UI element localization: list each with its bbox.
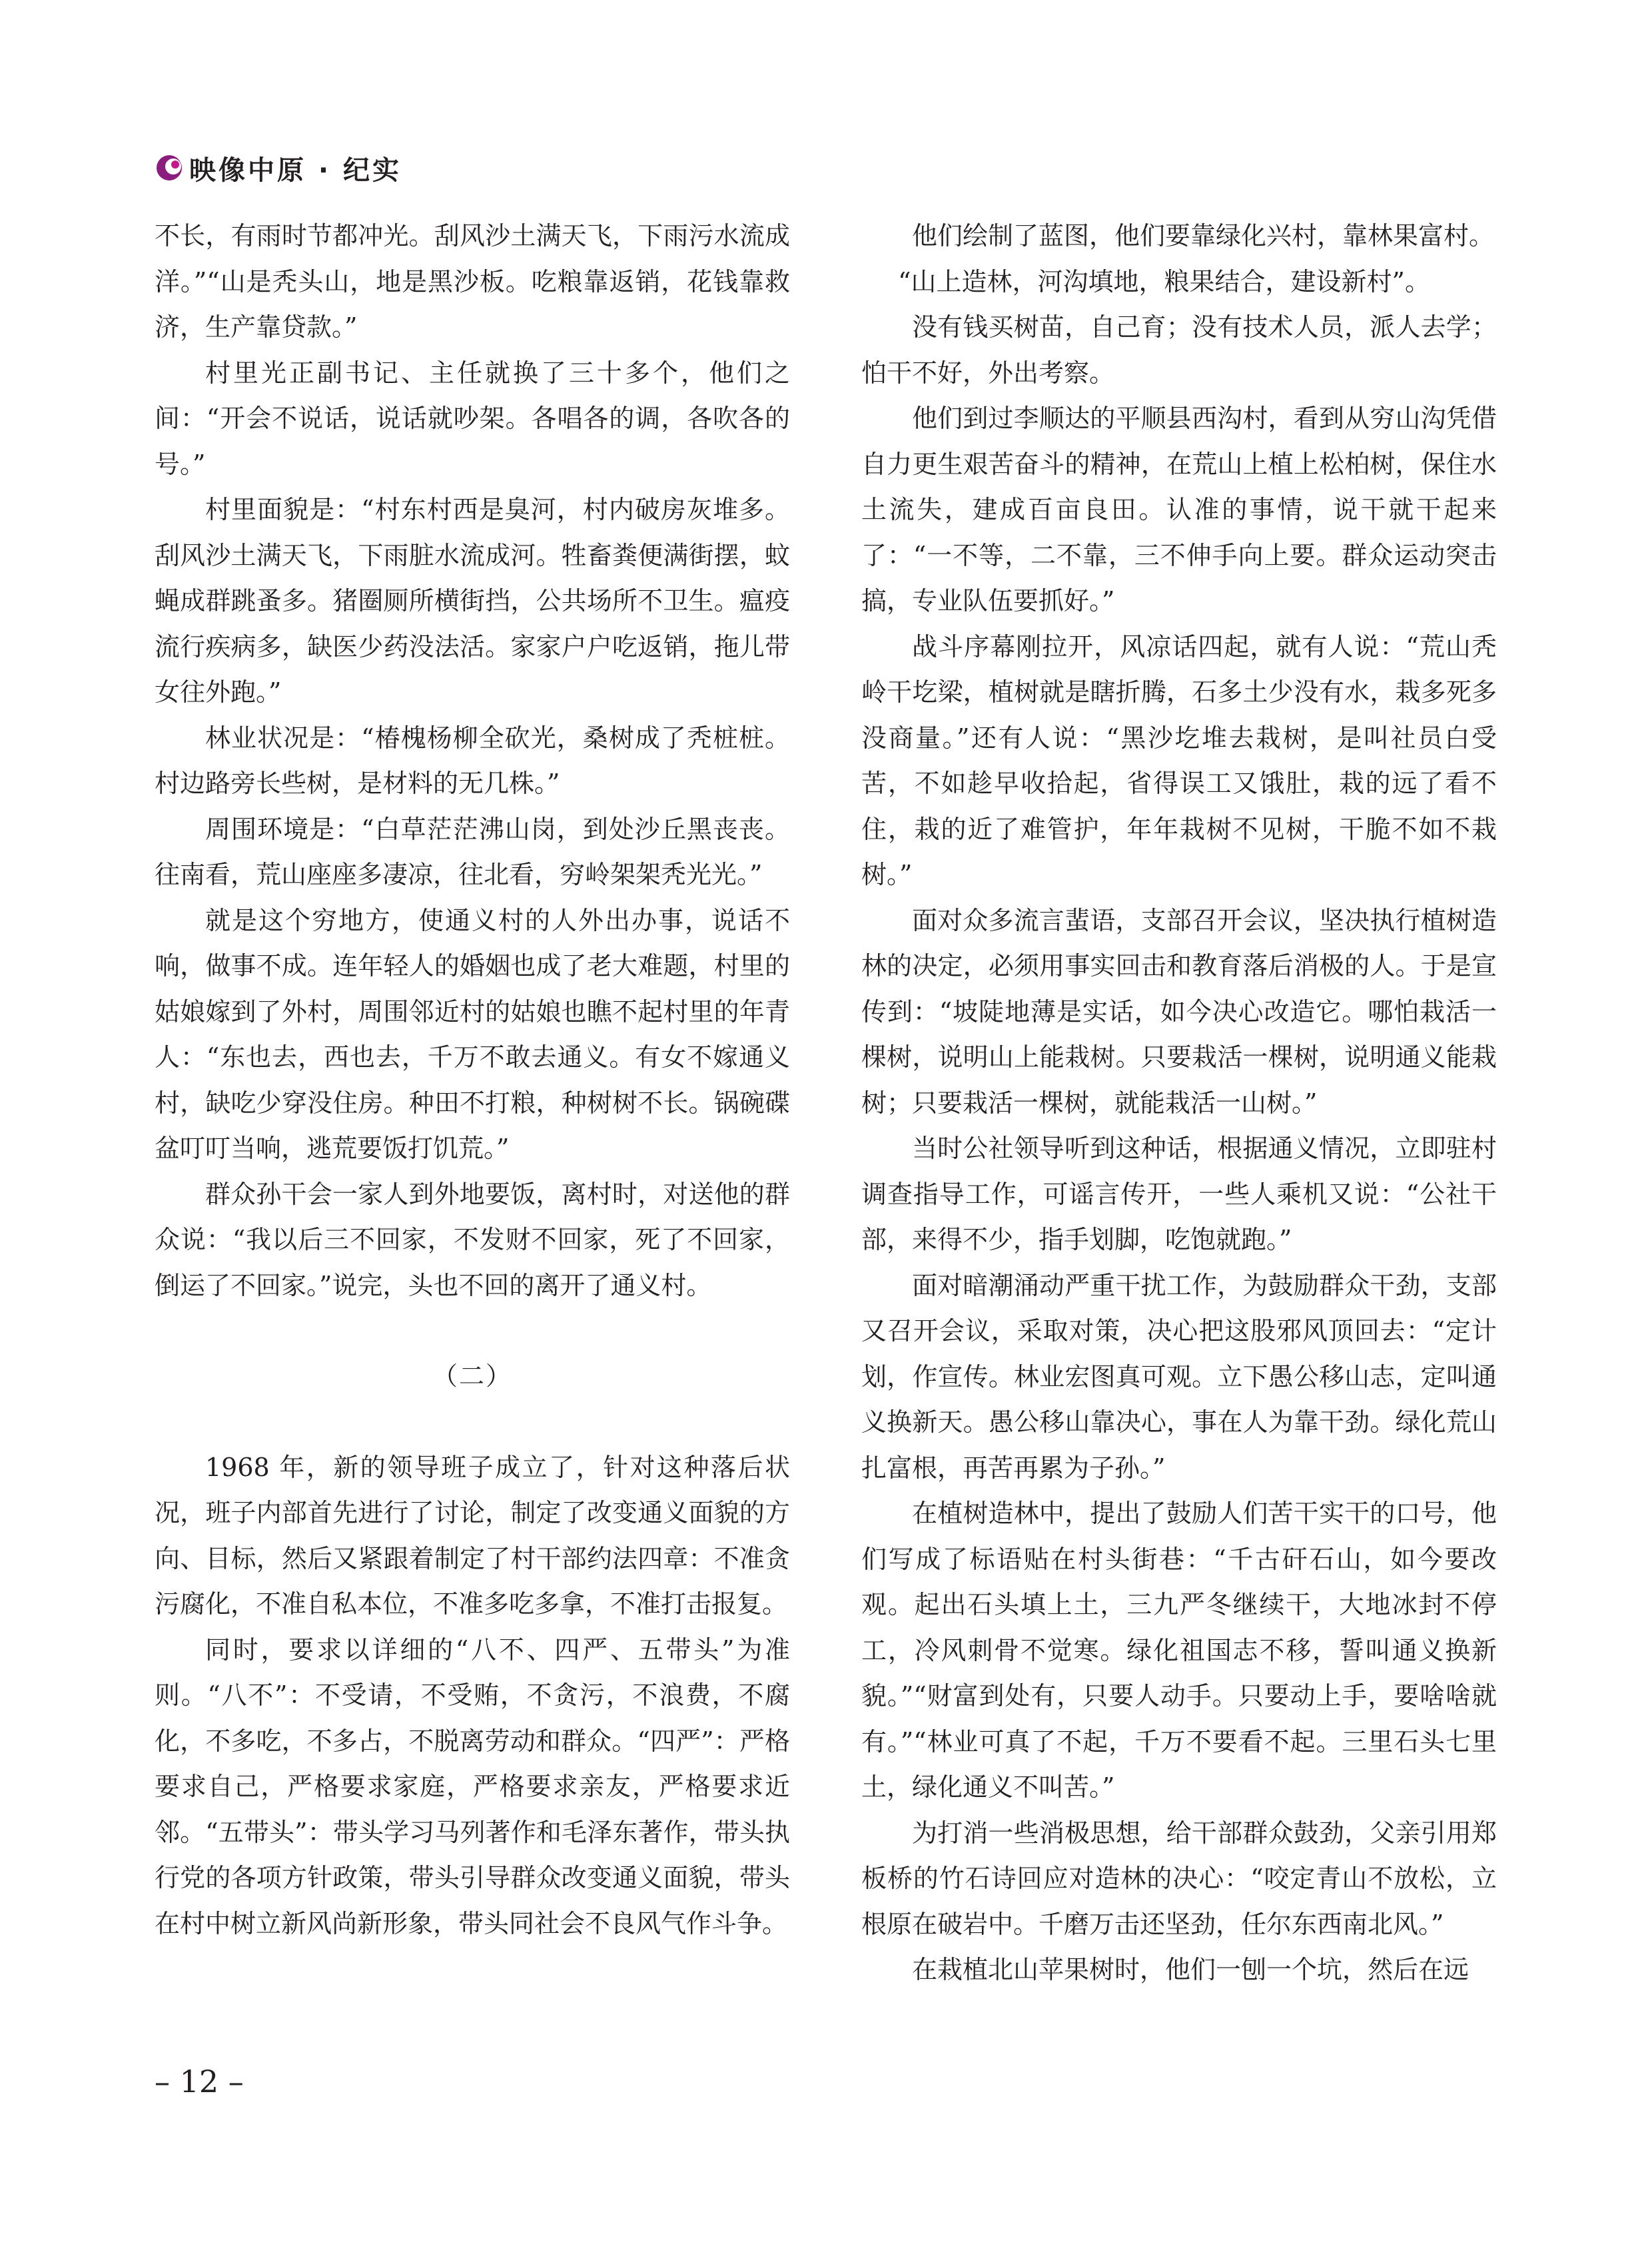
paragraph: 同时，要求以详细的“八不、四严、五带头”为准则。“八不”：不受请，不受贿，不贪污，不浪费，不腐化，不多吃，不多占，不脱离劳动和群众。“四严”：严格要求自己，严格要求家庭，严格要求亲友，严格要求近邻。“五带头”：带头学习马列著作和毛泽东著作，带头执行党的各项方针政策，带头引导群众改变通义面貌，带头在村中树立新风尚新形象，带头同社会不良风气作斗争。 (155, 1635, 790, 1938)
page-header (155, 148, 402, 188)
paragraph: 为打消一些消极思想，给干部群众鼓劲，父亲引用郑板桥的竹石诗回应对造林的决心：“咬定青山不放松，立根原在破岩中。千磨万击还坚劲，任尔东西南北风。” (861, 1818, 1497, 1939)
paragraph: 不长，有雨时节都冲光。刮风沙土满天飞，下雨污水流成洋。”“山是秃头山，地是黑沙板。吃粮靠返销，花钱靠救济，生产靠贷款。” (155, 221, 790, 342)
paragraph: 就是这个穷地方，使通义村的人外出办事，说话不响，做事不成。连年轻人的婚姻也成了老大难题，村里的姑娘嫁到了外村，周围邻近村的姑娘也瞧不起村里的年青人：“东也去，西也去，千万不敢去通义。有女不嫁通义村，缺吃少穿没住房。种田不打粮，种树树不长。锅碗碟盆叮叮当响，逃荒要饭打饥荒。” (155, 905, 790, 1163)
paragraph: 面对众多流言蜚语，支部召开会议，坚决执行植树造林的决定，必须用事实回击和教育落后消极的人。于是宣传到：“坡陡地薄是实话，如今决心改造它。哪怕栽活一棵树，说明山上能栽树。只要栽活一棵树，说明通义能栽树；只要栽活一棵树，就能栽活一山树。” (861, 905, 1497, 1118)
right-text-column (861, 213, 1497, 1993)
paragraph: 村里光正副书记、主任就换了三十多个，他们之间：“开会不说话，说话就吵架。各唱各的调，各吹各的号。” (155, 358, 790, 479)
paragraph: 他们绘制了蓝图，他们要靠绿化兴村，靠林果富村。 (912, 221, 1495, 250)
paragraph: 在栽植北山苹果树时，他们一刨一个坑，然后在远 (912, 1955, 1469, 1984)
paragraph: 林业状况是：“椿槐杨柳全砍光，桑树成了秃桩桩。村边路旁长些树，是材料的无几株。” (155, 723, 790, 798)
left-text-column (155, 213, 790, 1946)
paragraph: “山上造林，河沟填地，粮果结合，建设新村”。 (898, 266, 1430, 296)
column-title: 映像中原 · 纪实 (189, 155, 402, 186)
paragraph: 周围环境是：“白草茫茫沸山岗，到处沙丘黑丧丧。往南看，荒山座座多凄凉，往北看，穷岭架架秃光光。” (155, 814, 790, 889)
paragraph: 村里面貌是：“村东村西是臭河，村内破房灰堆多。刮风沙土满天飞，下雨脏水流成河。牲畜粪便满街摆，蚊蝇成群跳蚤多。猪圈厕所横街挡，公共场所不卫生。瘟疫流行疾病多，缺医少药没法活。家家户户吃返销，拖儿带女往外跑。” (155, 495, 790, 707)
paragraph: 1968 年，新的领导班子成立了，针对这种落后状况，班子内部首先进行了讨论，制定了改变通义面貌的方向、目标，然后又紧跟着制定了村干部约法四章：不准贪污腐化，不准自私本位，不准多吃多拿，不准打击报复。 (155, 1452, 790, 1619)
page-number: – 12 – (155, 2063, 244, 2099)
paragraph: 群众孙干会一家人到外地要饭，离村时，对送他的群众说：“我以后三不回家，不发财不回家，死了不回家，倒运了不回家。”说完，头也不回的离开了通义村。 (155, 1179, 790, 1300)
paragraph: 没有钱买树苗，自己育；没有技术人员，派人去学；怕干不好，外出考察。 (861, 312, 1497, 388)
magazine-logo-icon (155, 153, 184, 183)
section-heading: （二） (432, 1361, 512, 1391)
paragraph: 他们到过李顺达的平顺县西沟村，看到从穷山沟凭借自力更生艰苦奋斗的精神，在荒山上植上松柏树，保住水土流失，建成百亩良田。认准的事情，说干就干起来了：“一不等，二不靠，三不伸手向上要。群众运动突击搞，专业队伍要抓好。” (861, 404, 1497, 615)
paragraph: 在植树造林中，提出了鼓励人们苦干实干的口号，他们写成了标语贴在村头街巷：“千古矸石山，如今要改观。起出石头填上土，三九严冬继续干，大地冰封不停工，冷风刺骨不觉寒。绿化祖国志不移，誓叫通义换新貌。”“财富到处有，只要人动手。只要动上手，要啥啥就有。”“林业可真了不起，千万不要看不起。三里石头七里土，绿化通义不叫苦。” (861, 1499, 1497, 1802)
paragraph: 当时公社领导听到这种话，根据通义情况，立即驻村调查指导工作，可谣言传开，一些人乘机又说：“公社干部，来得不少，指手划脚，吃饱就跑。” (861, 1134, 1497, 1254)
paragraph: 战斗序幕刚拉开，风凉话四起，就有人说：“荒山秃岭干圪梁，植树就是瞎折腾，石多土少没有水，栽多死多没商量。”还有人说：“黑沙圪堆去栽树，是叫社员白受苦，不如趁早收拾起，省得误工又饿肚，栽的远了看不住，栽的近了难管护，年年栽树不见树，干脆不如不栽树。” (861, 631, 1497, 889)
paragraph: 面对暗潮涌动严重干扰工作，为鼓励群众干劲，支部又召开会议，采取对策，决心把这股邪风顶回去：“定计划，作宣传。林业宏图真可观。立下愚公移山志，定叫通义换新天。愚公移山靠决心，事在人为靠干劲。绿化荒山扎富根，再苦再累为子孙。” (861, 1270, 1497, 1483)
